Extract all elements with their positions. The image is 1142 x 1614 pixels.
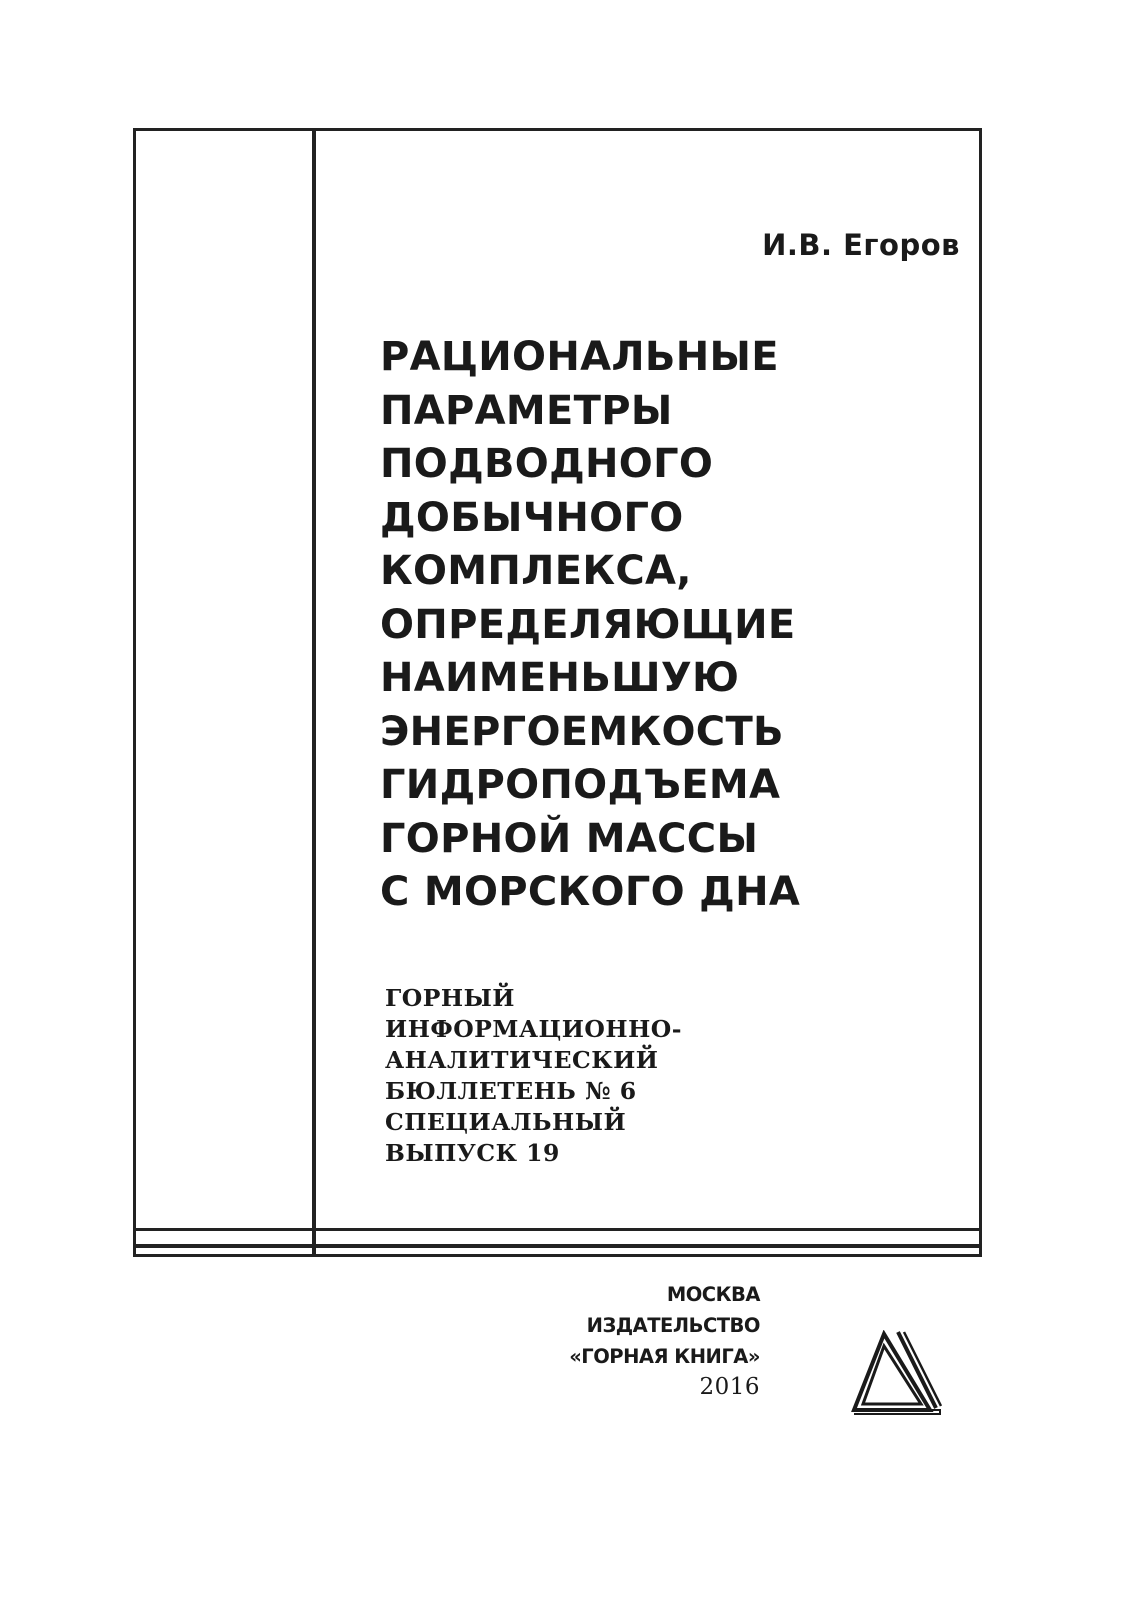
title-line: ПОДВОДНОГО	[380, 441, 714, 487]
title-line: ОПРЕДЕЛЯЮЩИЕ	[380, 601, 796, 648]
title-line: РАЦИОНАЛЬНЫЕ	[380, 334, 779, 380]
publisher-city: МОСКВА	[666, 1283, 760, 1306]
title-line: КОМПЛЕКСА,	[380, 548, 692, 594]
title-line: НАИМЕНЬШУЮ	[380, 655, 740, 701]
series-line: ВЫПУСК 19	[385, 1139, 560, 1167]
title-line: ЭНЕРГОЕМКОСТЬ	[380, 708, 784, 755]
publisher-block	[560, 1279, 760, 1403]
title-line: ГОРНОЙ МАССЫ	[380, 815, 759, 862]
title-line: ДОБЫЧНОГО	[380, 494, 684, 541]
title-line: ГИДРОПОДЪЕМА	[380, 762, 781, 808]
triangle-book-logo-icon	[850, 1330, 942, 1415]
series-line: АНАЛИТИЧЕСКИЙ	[385, 1046, 659, 1074]
title-line: С МОРСКОГО ДНА	[380, 869, 801, 915]
horizontal-divider-rule-bottom	[133, 1244, 982, 1248]
series-line: ГОРНЫЙ	[385, 984, 516, 1012]
series-line: ИНФОРМАЦИОННО-	[385, 1015, 683, 1043]
series-line: БЮЛЛЕТЕНЬ № 6	[385, 1077, 637, 1105]
author-name: И.В. Егоров	[762, 228, 960, 262]
title-line: ПАРАМЕТРЫ	[380, 387, 673, 434]
publication-year: 2016	[699, 1374, 760, 1400]
horizontal-divider-rule-top	[133, 1228, 982, 1231]
publisher-house-name: «ГОРНАЯ КНИГА»	[569, 1345, 760, 1368]
book-title	[380, 331, 970, 920]
series-info	[385, 983, 945, 1169]
series-line: СПЕЦИАЛЬНЫЙ	[385, 1108, 627, 1136]
vertical-divider-rule	[312, 128, 316, 1257]
publisher-house-label: ИЗДАТЕЛЬСТВО	[586, 1314, 760, 1337]
